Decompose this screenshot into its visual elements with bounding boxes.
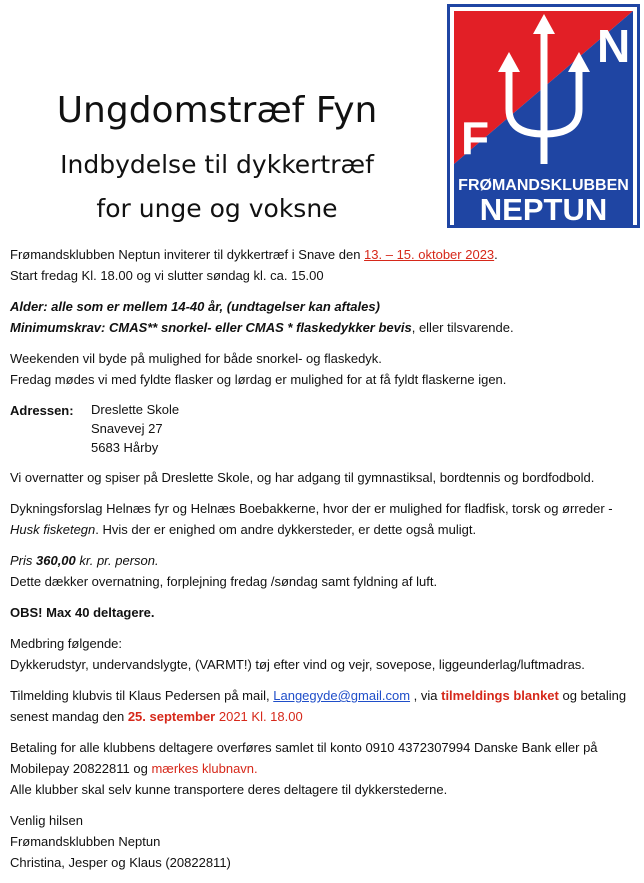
deadline-date: 25. september (127, 709, 216, 724)
payment-paragraph: Betaling for alle klubbens deltagere overføres samlet til konto 0910 4372307994 Danske Bank eller på Mobilepay 20822811 og mærkes klubnavn. Alle klubber skal selv kunne transportere deres deltagere til dykkerstederne. (10, 740, 598, 797)
price-amount: 360,00 (36, 553, 76, 568)
closing-paragraph: Venlig hilsen Frømandsklubben Neptun Christina, Jesper og Klaus (20822811) (10, 813, 231, 870)
event-date: 13. – 15. oktober 2023 (364, 247, 495, 262)
email-link[interactable]: Langegyde@gmail.com (273, 688, 411, 703)
dive-paragraph: Dykningsforslag Helnæs fyr og Helnæs Boebakkerne, hvor der er mulighed for fladfisk, torsk og ørreder - Husk fisketegn. Hvis der er enighed om andre dykkersteder, er dette også muligt. (10, 501, 613, 537)
address-label: Adressen: (10, 403, 74, 418)
subtitle-invitation: Indbydelse til dykkertræf (60, 150, 374, 179)
stay-paragraph: Vi overnatter og spiser på Dreslette Skole, og har adgang til gymnastiksal, bordtennis og bordfodbold. (10, 470, 595, 485)
address-line: 5683 Hårby (91, 440, 159, 455)
minimum-requirement: Minimumskrav: CMAS** snorkel- eller CMAS * flaskedykker bevis (10, 320, 412, 335)
bring-paragraph: Medbring følgende: Dykkerudstyr, undervandslygte, (VARMT!) tøj efter vind og vejr, sovepose, liggeunderlag/luftmadras. (10, 636, 585, 672)
address-line: Snavevej 27 (91, 421, 163, 436)
weekend-paragraph: Weekenden vil byde på mulighed for både snorkel- og flaskedyk. Fredag mødes vi med fyldte flasker og lørdag er mulighed for at få fyldt flaskerne igen. (10, 351, 507, 387)
page-title: Ungdomstræf Fyn (56, 90, 378, 131)
neptun-club-logo (447, 4, 640, 228)
signup-paragraph: Tilmelding klubvis til Klaus Pedersen på mail, Langegyde@gmail.com , via tilmeldings blanket og betaling senest mandag den 25. september 2021 Kl. 18.00 (10, 688, 627, 724)
logo-letter-f: F (461, 112, 490, 164)
max-participants-notice: OBS! Max 40 deltagere. (10, 605, 155, 620)
logo-club-name: FRØMANDSKLUBBEN (458, 177, 629, 194)
price-paragraph: Pris 360,00 kr. pr. person. Dette dækker overnatning, forplejning fredag /søndag samt fyldning af luft. (10, 553, 438, 589)
payment-marking: mærkes klubnavn. (151, 761, 258, 776)
logo-club-neptun: NEPTUN (479, 192, 608, 227)
age-requirement: Alder: alle som er mellem 14-40 år, (undtagelser kan aftales) (10, 299, 380, 314)
invitation-body (10, 244, 632, 883)
address-line: Dreslette Skole (91, 402, 180, 417)
requirements-paragraph: Alder: alle som er mellem 14-40 år, (undtagelser kan aftales) Minimumskrav: CMAS** snorkel- eller CMAS * flaskedykker bevis, eller tilsvarende. (10, 299, 514, 335)
signup-form-link: tilmeldings blanket (441, 688, 559, 703)
logo-letter-n: N (597, 20, 631, 72)
address-block (10, 400, 632, 457)
intro-paragraph: Frømandsklubben Neptun inviterer til dykkertræf i Snave den 13. – 15. oktober 2023. Start fredag Kl. 18.00 og vi slutter søndag kl. ca. 15.00 (10, 247, 498, 283)
subtitle-audience: for unge og voksne (96, 194, 338, 223)
